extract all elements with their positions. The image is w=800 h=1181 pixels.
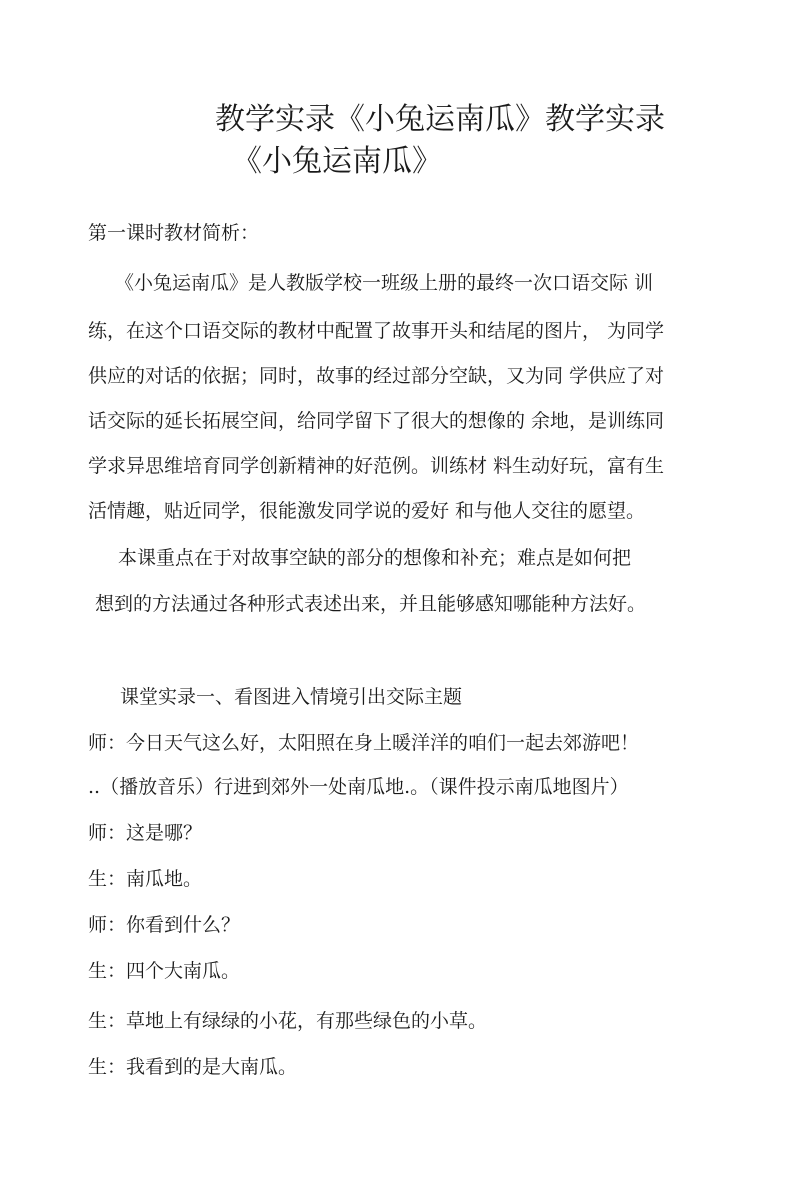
dialogue-line-4: 生：南瓜地。: [88, 868, 203, 890]
intro-line-3: 供应的对话的依据；同时，故事的经过部分空缺，又为同 学供应了对: [88, 365, 665, 387]
dialogue-line-6: 生：四个大南瓜。: [88, 960, 241, 982]
dialogue-line-8: 生：我看到的是大南瓜。: [88, 1056, 298, 1078]
document-title-line-1: 教学实录《小兔运南瓜》教学实录: [215, 102, 665, 137]
dialogue-line-1: 师：今日天气这么好，太阳照在身上暖洋洋的咱们一起去郊游吧！: [88, 732, 640, 754]
section-heading: 第一课时教材简析：: [88, 222, 260, 244]
focus-line-1: 本课重点在于对故事空缺的部分的想像和补充；难点是如何把: [118, 547, 632, 569]
record-heading: 课堂实录一、看图进入情境引出交际主题: [120, 686, 463, 708]
intro-line-2: 练，在这个口语交际的教材中配置了故事开头和结尾的图片， 为同学: [88, 320, 665, 342]
intro-line-6: 活情趣，贴近同学，很能激发同学说的爱好 和与他人交往的愿望。: [88, 500, 646, 522]
intro-line-1: 《小兔运南瓜》是人教版学校一班级上册的最终一次口语交际 训: [115, 272, 654, 294]
dialogue-line-5: 师：你看到什么？: [88, 914, 241, 936]
dialogue-line-7: 生：草地上有绿绿的小花，有那些绿色的小草。: [88, 1010, 488, 1032]
dialogue-line-3: 师：这是哪？: [88, 822, 203, 844]
focus-line-2: 想到的方法通过各种形式表述出来，并且能够感知哪能种方法好。: [95, 593, 647, 615]
intro-line-5: 学求异思维培育同学创新精神的好范例。训练材 料生动好玩，富有生: [88, 455, 665, 477]
document-title-line-2: 《小兔运南瓜》: [232, 144, 442, 179]
intro-line-4: 话交际的延长拓展空间，给同学留下了很大的想像的 余地，是训练同: [88, 410, 665, 432]
dialogue-line-2: ..（播放音乐）行进到郊外一处南瓜地.。（课件投示南瓜地图片）: [88, 776, 629, 798]
